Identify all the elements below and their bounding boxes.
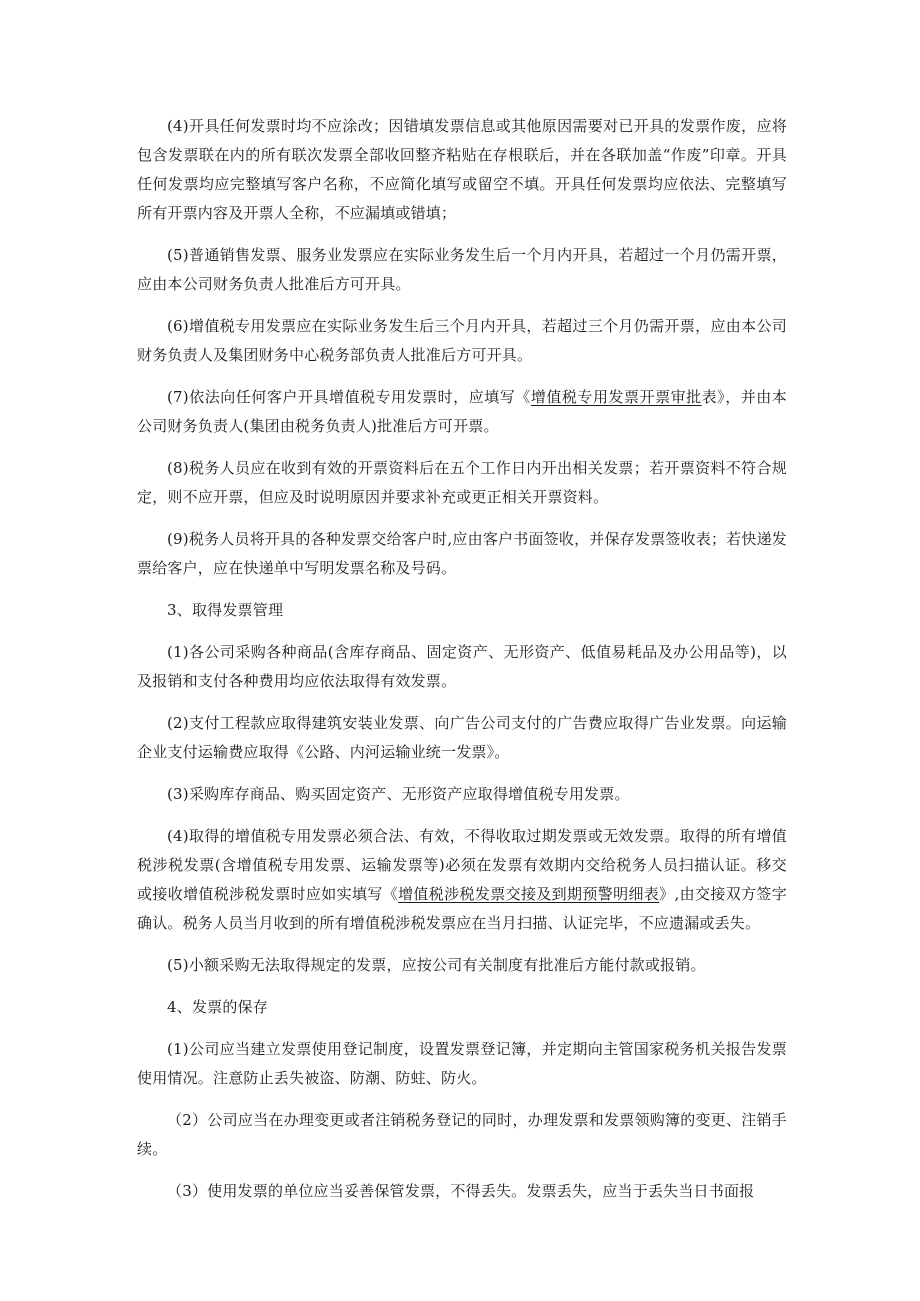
body-paragraph <box>137 638 787 696</box>
body-paragraph <box>137 454 787 512</box>
body-paragraph <box>137 822 787 938</box>
paragraph-text: (3)采购库存商品、购买固定资产、无形资产应取得增值税专用发票。 <box>167 785 630 803</box>
paragraph-text: (4)开具任何发票时均不应涂改；因错填发票信息或其他原因需要对已开具的发票作废，应将包含发票联在内的所有联次发票全部收回整齐粘贴在存根联后，并在各联加盖“作废”印章。开具任何发票均应完整填写客户名称，不应简化填写或留空不填。开具任何发票均应依法、完整填写所有开票内容及开票人全称，不应漏填或错填； <box>137 117 787 222</box>
paragraph-text: 》,由交接双方签字确认。税务人员当月收到的所有增值税涉税发票应在当月扫描、认证完毕，不应遗漏或丢失。 <box>137 885 787 932</box>
paragraph-text: (7)依法向任何客户开具增值税专用发票时，应填写《 <box>167 388 531 406</box>
paragraph-text: (1)公司应当建立发票使用登记制度，设置发票登记簿，并定期向主管国家税务机关报告发票使用情况。注意防止丢失被盗、防潮、防蛀、防火。 <box>137 1040 787 1087</box>
body-paragraph <box>137 780 787 809</box>
paragraph-text: 3、取得发票管理 <box>167 601 284 619</box>
section-heading <box>137 596 787 625</box>
body-paragraph <box>137 1035 787 1093</box>
body-paragraph <box>137 112 787 228</box>
paragraph-text: (5)小额采购无法取得规定的发票，应按公司有关制度有批准后方能付款或报销。 <box>167 956 706 974</box>
underlined-form-name: 增值税专用发票开票审批 <box>530 388 702 406</box>
paragraph-text: (1)各公司采购各种商品(含库存商品、固定资产、无形资产、低值易耗品及办公用品等)，以及报销和支付各种费用均应依法取得有效发票。 <box>137 643 787 690</box>
paragraph-text: 表》，并由本公司财务负责人(集团由税务负责人)批准后方可开票。 <box>137 388 788 435</box>
paragraph-text: （2）公司应当在办理变更或者注销税务登记的同时，办理发票和发票领购簿的变更、注销手续。 <box>137 1111 787 1158</box>
underlined-form-name: 增值税涉税发票交接及到期预警明细表 <box>398 885 660 903</box>
paragraph-text: (4)取得的增值税专用发票必须合法、有效，不得收取过期发票或无效发票。取得的所有增值税涉税发票(含增值税专用发票、运输发票等)必须在发票有效期内交给税务人员扫描认证。移交或接收增值税涉税发票时应如实填写《 <box>137 827 787 903</box>
paragraph-text: (2)支付工程款应取得建筑安装业发票、向广告公司支付的广告费应取得广告业发票。向运输企业支付运输费应取得《公路、内河运输业统一发票》。 <box>137 714 787 761</box>
paragraph-text: (8)税务人员应在收到有效的开票资料后在五个工作日内开出相关发票；若开票资料不符合规定，则不应开票，但应及时说明原因并要求补充或更正相关开票资料。 <box>137 459 787 506</box>
paragraph-text: 4、发票的保存 <box>167 998 268 1016</box>
body-paragraph <box>137 241 787 299</box>
paragraph-text: (5)普通销售发票、服务业发票应在实际业务发生后一个月内开具，若超过一个月仍需开票，应由本公司财务负责人批准后方可开具。 <box>137 246 787 293</box>
body-paragraph <box>137 951 787 980</box>
body-paragraph <box>137 312 787 370</box>
paragraph-text: （3）使用发票的单位应当妥善保管发票，不得丢失。发票丢失，应当于丢失当日书面报 <box>167 1182 755 1200</box>
document-page <box>137 112 787 1219</box>
body-paragraph <box>137 1177 787 1206</box>
body-paragraph <box>137 525 787 583</box>
section-heading <box>137 993 787 1022</box>
paragraph-text: (9)税务人员将开具的各种发票交给客户时,应由客户书面签收，并保存发票签收表；若快递发票给客户，应在快递单中写明发票名称及号码。 <box>137 530 787 577</box>
body-paragraph <box>137 1106 787 1164</box>
body-paragraph <box>137 709 787 767</box>
paragraph-text: (6)增值税专用发票应在实际业务发生后三个月内开具，若超过三个月仍需开票，应由本公司财务负责人及集团财务中心税务部负责人批准后方可开具。 <box>137 317 787 364</box>
body-paragraph <box>137 383 787 441</box>
